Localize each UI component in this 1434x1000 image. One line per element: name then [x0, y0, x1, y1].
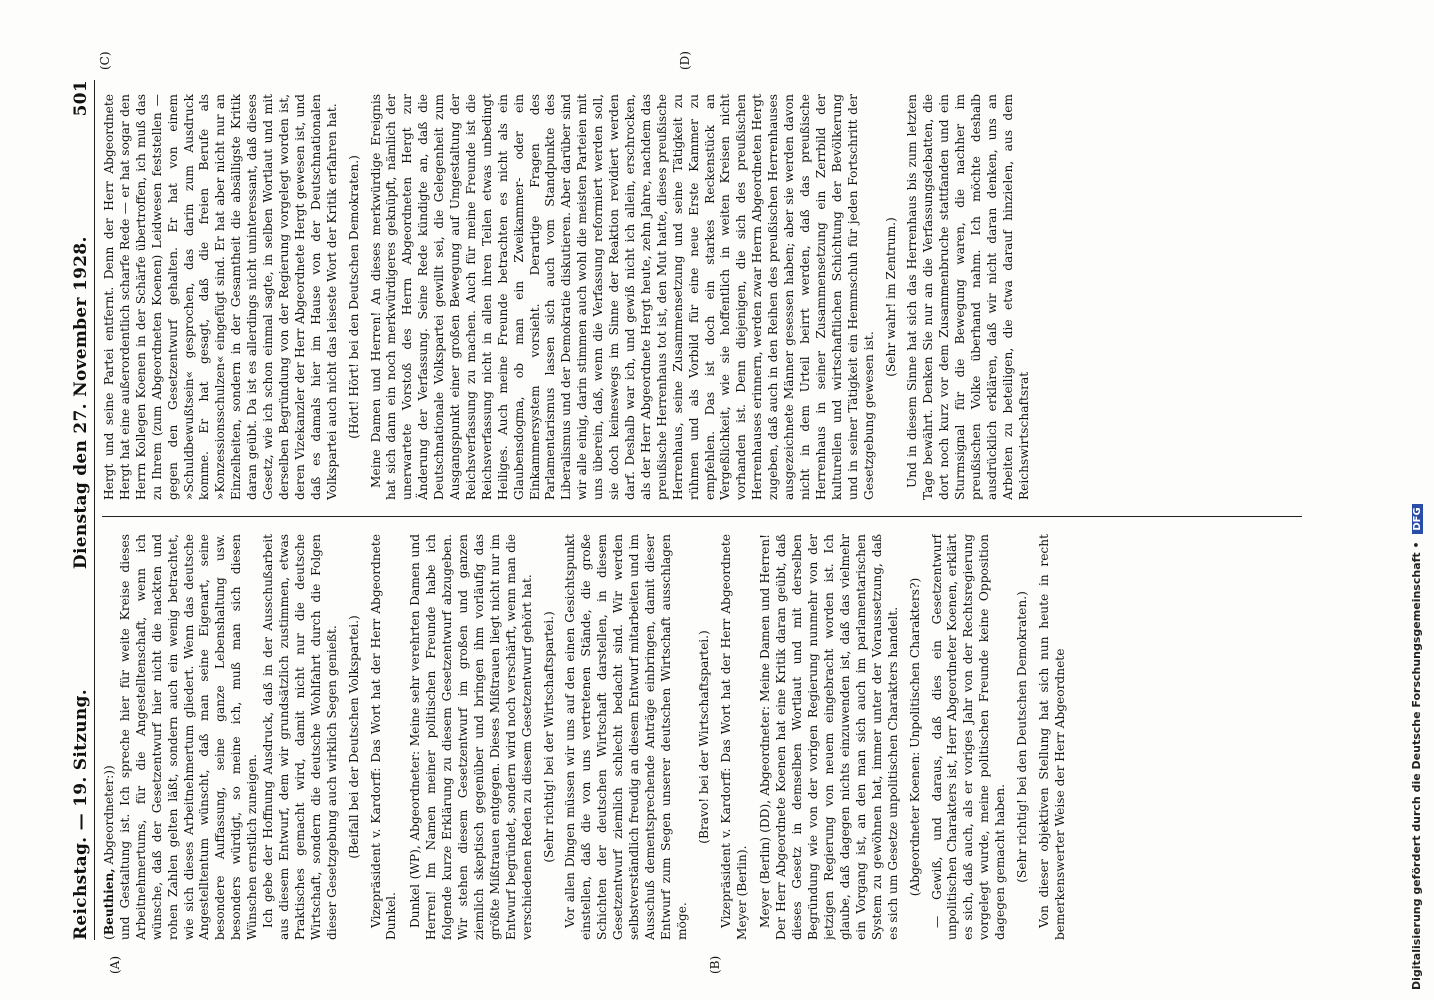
page-number: 501	[71, 80, 91, 117]
margin-mark-d: (D)	[678, 51, 692, 70]
paragraph: Vor allen Dingen müssen wir uns auf den einen Gesichtspunkt einstellen, daß die von uns vertretenen Stände, die große Schichten der deutschen Wirtschaft darstellen, in diesem Gesetzentwurf ziemlich schlecht bedacht sind. Wir werden selbstverständlich freudig an diesem Entwurf mitarbeiten und im Ausschuß dementsprechende Anträge einbringen, damit dieser Entwurf zum Segen unserer deutschen Wirtschaft ausschlagen möge.	[563, 534, 689, 940]
right-column	[102, 94, 1302, 500]
paragraph: Meyer (Berlin) (DD), Abgeordneter: Meine Damen und Herren! Der Herr Abgeordnete Koenen hat eine Kritik daran geübt, daß dieses Gesetz in demselben Wortlaut und mit derselben Begründung wie von der vorigen Regierung nunmehr von der jetzigen Regierung von neuem eingebracht worden ist. Ich glaube, daß dagegen nichts einzuwenden ist, daß das vielmehr ein Vorgang ist, an den man sich auch im parlamentarischen System zu gewöhnen hat, immer unter der Voraussetzung, daß es sich um Gesetze unpolitischen Charakters handelt.	[758, 534, 900, 940]
paragraph: und Gestaltung ist. Ich spreche hier für weite Kreise dieses Arbeitnehmertums, für die Angestelltenschaft, wenn ich wünsche, daß der Gesetzentwurf hier nicht die nackten und rohen Zahlen gelten läßt, sondern auch ein wenig betrachtet, wie sich dieses Arbeitnehmertum gliedert. Wenn das deutsche Angestelltentum wünscht, daß man seine Eigenart, seine besondere Auffassung, seine ganze Lebenshaltung usw. besonders würdigt, so meine ich, muß man sich diesen Wünschen ernstlich zuneigen.	[117, 534, 260, 940]
paragraph: Vizepräsident v. Kardorff: Das Wort hat der Herr Abgeordnete Meyer (Berlin).	[718, 534, 749, 940]
digitization-text: Digitalisierung gefördert durch die Deutsche Forschungsgemeinschaft •	[1410, 541, 1423, 990]
paragraph: Vizepräsident v. Kardorff: Das Wort hat der Herr Abgeordnete Dunkel.	[368, 534, 399, 940]
margin-mark-b: (B)	[708, 955, 722, 974]
interjection: (Sehr richtig! bei der Wirtschaftspartei.)	[541, 611, 556, 863]
interjection: (Beifall bei der Deutschen Volkspartei.)	[346, 615, 361, 859]
rotated-page-content	[68, 51, 1308, 974]
paragraph: Hergt und seine Partei entfernt. Denn der Herr Abgeordnete Hergt hat eine außerordentlich scharfe Rede — er hat sogar den Herrn Kollegen Koenen in der Schärfe übertroffen, ich muß das zu Ihrem (zum Abgeordneten Koenen) Leidwesen feststellen — gegen den Gesetzentwurf gehalten. Er hat von einem »Schuldbewußtsein« gesprochen, das darin zum Ausdruck komme. Er hat gesagt, daß die freien Berufe als »Konzessionsschulzen« eingefügt sind. Er hat aber nicht nur an Einzelheiten, sondern in der Gesamtheit die absälligste Kritik daran geübt. Da ist es allerdings nicht uninteressant, daß dieses Gesetz, wie ich schon einmal sagte, in selben Wortlaut und mit derselben Begründung von der Regierung vorgelegt worden ist, deren Vizekanzler der Herr Abgeordnete Hergt gewesen ist, und daß es damals hier im Hause von der Deutschnationalen Volkspartei auch nicht das leiseste Wort der Kritik erfahren hat.	[102, 94, 339, 500]
page-header	[68, 80, 95, 940]
paragraph: Von dieser objektiven Stellung hat sich nun heute in recht bemerkenswerter Weise der Herr Abgeordnete	[1036, 534, 1067, 940]
paragraph: Meine Damen und Herren! An dieses merkwürdige Ereignis hat sich dann ein noch merkwürdigeres geknüpft, nämlich der unerwartete Vorstoß des Herrn Abgeordneten Hergt zur Änderung der Verfassung. Seine Rede kündigte an, daß die Deutschnationale Volkspartei gewillt sei, die Gelegenheit zum Ausgangspunkt einer großen Bewegung auf Umgestaltung der Reichsverfassung zu machen. Auch für meine Freunde ist die Reichsverfassung nicht in allen ihren Teilen etwas unbedingt Heiliges. Auch meine Freunde betrachten es nicht als ein Glaubensdogma, ob man ein Zweikammer- oder ein Einkammersystem vorsieht. Derartige Fragen des Parlamentarismus lassen sich auch vom Standpunkte des Liberalismus und der Demokratie diskutieren. Aber darüber sind wir alle einig, darin stimmen auch wohl die meisten Parteien mit uns überein, daß, wenn die Verfassung reformiert werden soll, sie doch keineswegs im Sinne der Reaktion revidiert werden darf. Deshalb war ich, und gewiß nicht ich allein, erschrocken, als der Herr Abgeordnete Hergt heute, zehn Jahre, nachdem das preußische Herrenhaus tot ist, den Mut hatte, dieses preußische Herrenhaus, seine Zusammensetzung und seine Tätigkeit zu rühmen und als Vorbild für eine neue Erste Kammer zu empfehlen. Das ist doch ein starkes Reckenstück an Vergeßlichkeit, wie sie hoffentlich in weiten Kreisen nicht vorhanden ist. Denn diejenigen, die sich des preußischen Herrenhauses erinnern, werden zwar Herrn Abgeordneten Hergt zugeben, daß auch in den Reihen des preußischen Herrenhauses ausgezeichnete Männer gesessen haben; aber sie werden davon nicht in dem Urteil beirrt werden, daß das preußische Herrenhaus in seiner Zusammensetzung ein Zerrbild der kulturellen und wirtschaftlichen Schichtung der Bevölkerung und in seiner Tätigkeit ein Hemmschuh für jeden Fortschritt der Gesetzgebung gewesen ist.	[368, 94, 876, 500]
margin-mark-c: (C)	[98, 51, 112, 70]
interjection: (Sehr wahr! im Zentrum.)	[883, 217, 898, 377]
paragraph: Ich gebe der Hoffnung Ausdruck, daß in der Ausschußarbeit aus diesem Entwurf, dem wir grundsätzlich zustimmen, etwas Praktisches gemacht wird, damit nicht nur die deutsche Wirtschaft, sondern die deutsche Wohlfahrt durch die Folgen dieser Gesetzgebung auch wirklich Segen genießt.	[261, 534, 339, 940]
speaker-continuation: (Beuthien, Abgeordneter:))	[102, 765, 116, 940]
paragraph: Dunkel (WP), Abgeordneter: Meine sehr verehrten Damen und Herren! Im Namen meiner politischen Freunde habe ich folgende kurze Erklärung zu diesem Gesetzentwurf abzugeben. Wir stehen diesem Gesetzentwurf im großen und ganzen ziemlich skeptisch gegenüber und bringen ihm vorläufig das größte Mißtrauen entgegen. Dieses Mißtrauen liegt nicht nur im Entwurf begründet, sondern wird noch verschärft, wenn man die verschiedenen Reden zu diesem Gesetzentwurf gehört hat.	[408, 534, 534, 940]
speaker-role: Abgeordneter:)	[102, 770, 116, 865]
interjection: (Bravo! bei der Wirtschaftspartei.)	[696, 630, 711, 844]
left-column	[102, 534, 1302, 940]
column-divider	[102, 516, 1302, 517]
interjection: (Abgeordneter Koenen: Unpolitischen Charakters?)	[907, 577, 922, 897]
margin-mark-a: (A)	[108, 955, 122, 974]
header-left: Reichstag. — 19. Sitzung.	[71, 689, 91, 940]
speaker-name: Beuthien,	[102, 868, 116, 936]
digitization-note	[1410, 10, 1430, 990]
paragraph: — Gewiß, und daraus, daß dies ein Gesetzentwurf unpolitischen Charakters ist, Herr Abgeordneter Koenen, erklärt es sich, daß auch, als er voriges Jahr von der Rechtsregierung vorgelegt wurde, meine politischen Freunde keine Opposition dagegen gemacht haben.	[929, 534, 1008, 940]
interjection: (Hört! Hört! bei den Deutschen Demokraten.)	[346, 155, 361, 439]
paragraph: Und in diesem Sinne hat sich das Herrenhaus bis zum letzten Tage bewährt. Denken Sie nur an die Verfassungsdebatten, die dort noch kurz vor dem Zusammenbruche stattfanden und ein Sturmsignal für die Bewegung waren, die nachher im preußischen Volke überhand nahm. Ich möchte deshalb ausdrücklich erklären, daß wir nicht daran denken, uns an Arbeiten zu beteiligen, die etwa darauf hinzielen, aus dem Reichswirtschaftsrat	[905, 94, 1031, 500]
header-date: Dienstag den 27. November 1928.	[71, 236, 91, 570]
interjection: (Sehr richtig! bei den Deutschen Demokraten.)	[1015, 591, 1030, 883]
dfg-logo: DFG	[1412, 504, 1423, 533]
